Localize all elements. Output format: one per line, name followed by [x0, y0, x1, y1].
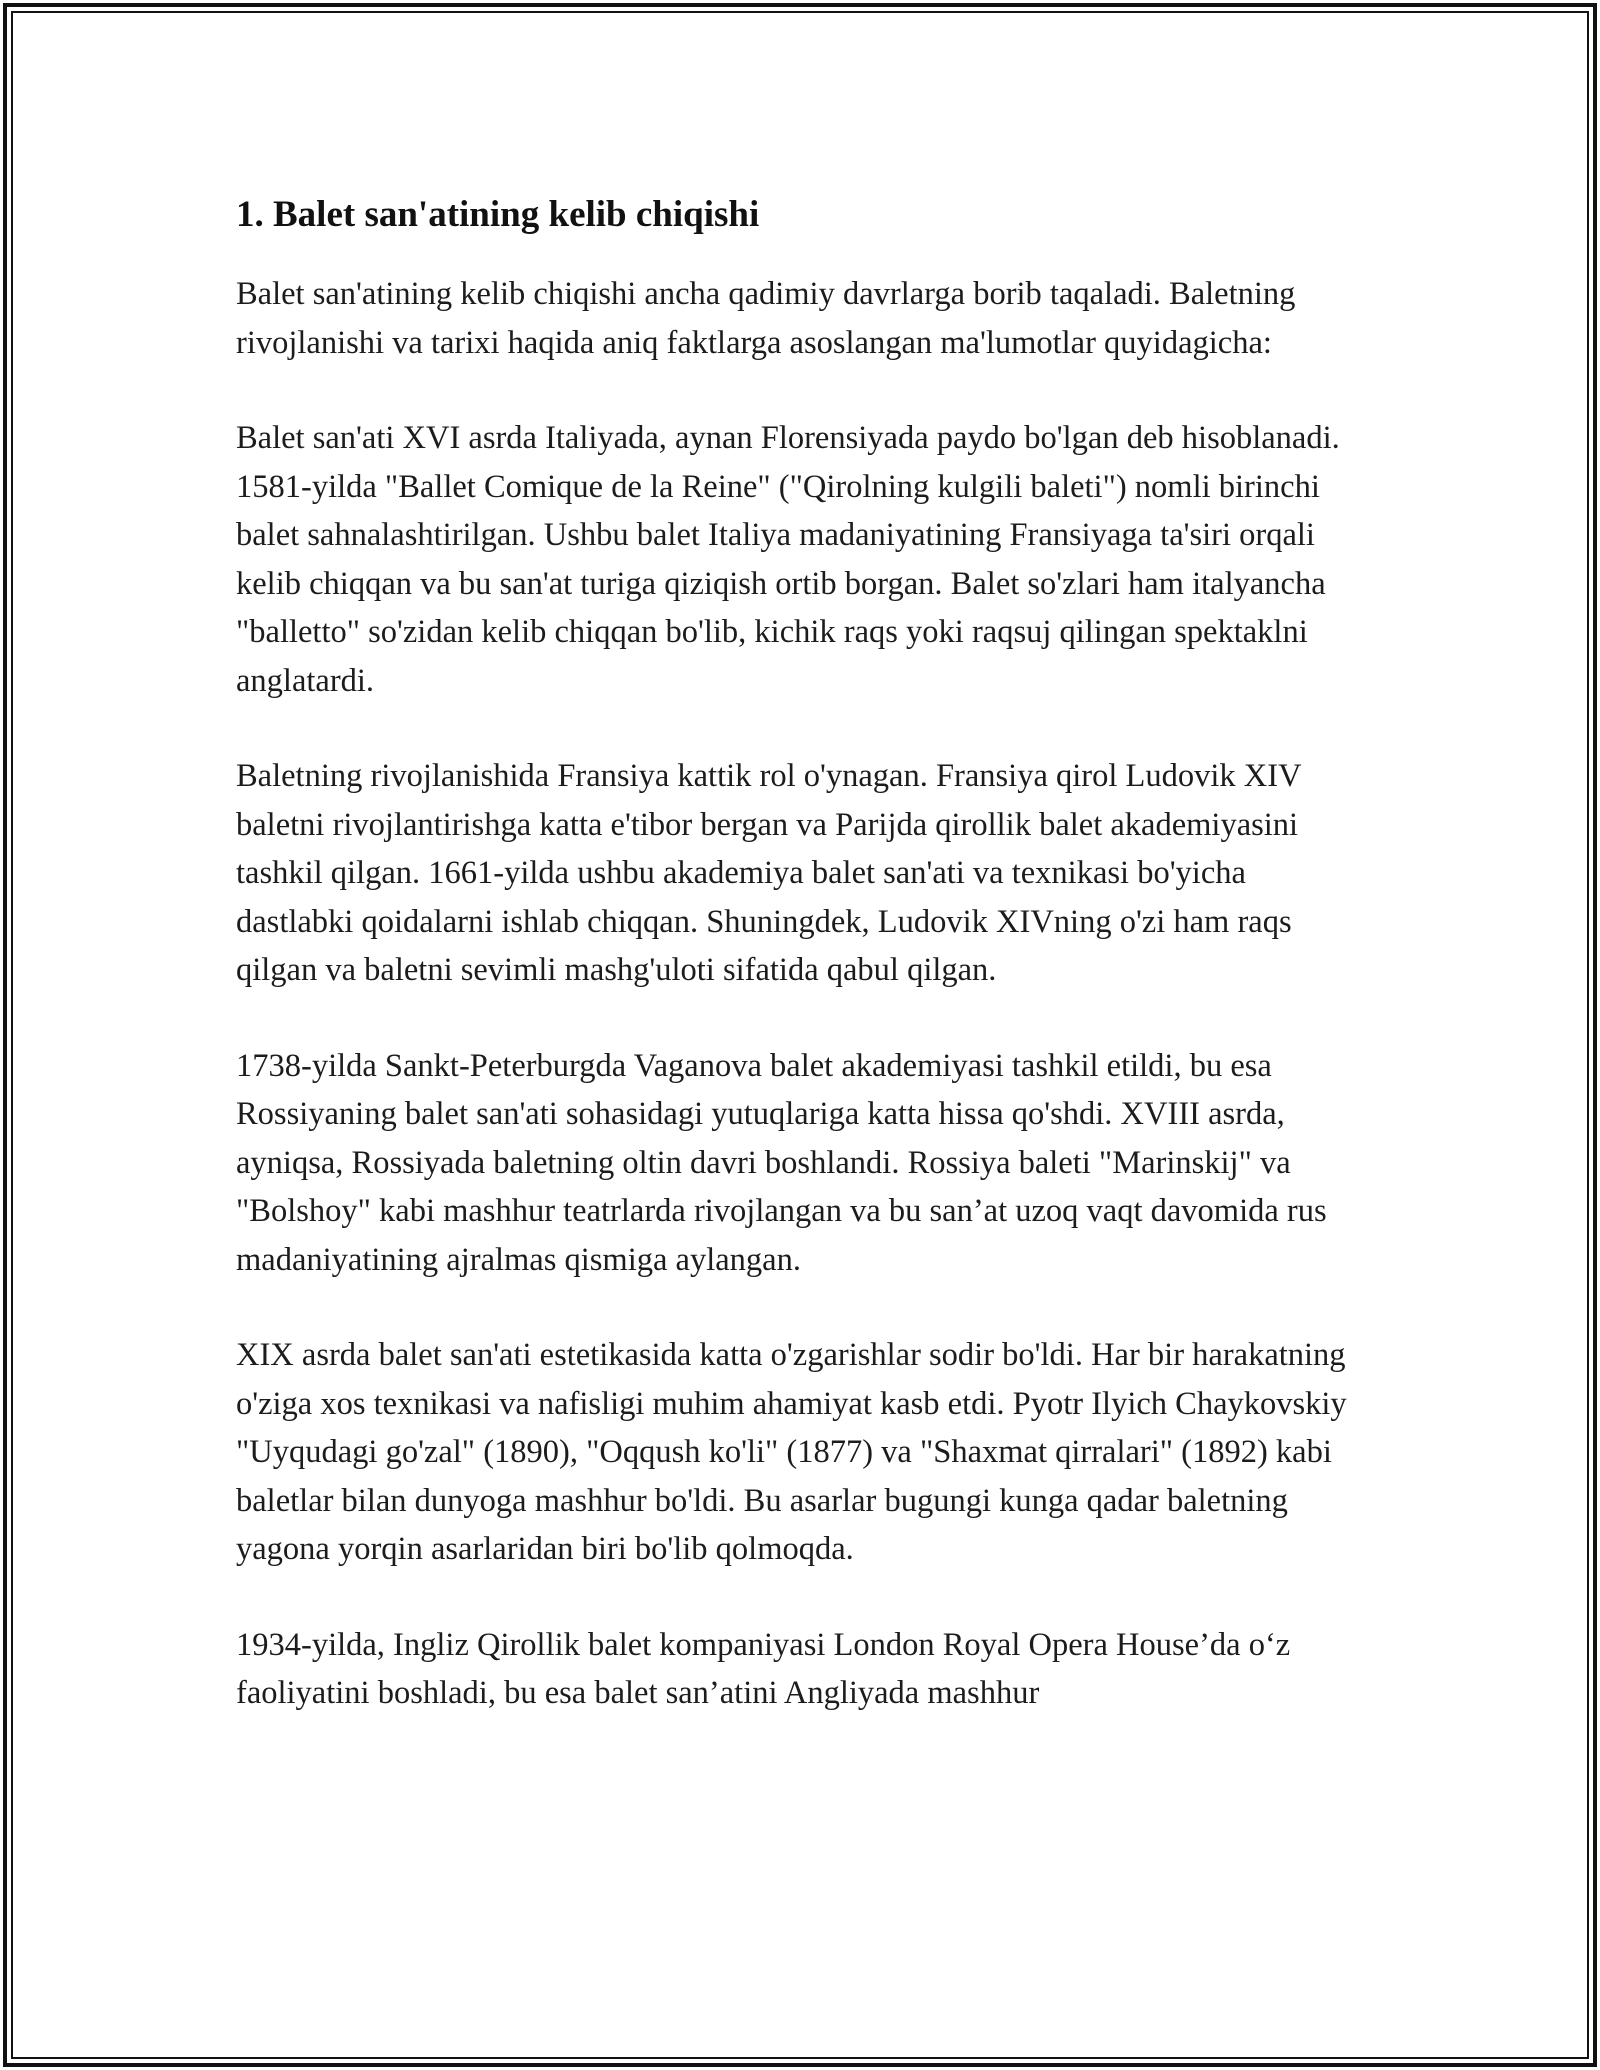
- paragraph-intro: Balet san'atining kelib chiqishi ancha qadimiy davrlarga borib taqaladi. Baletning rivojlanishi va tarixi haqida aniq faktlarga asoslangan ma'lumotlar quyidagicha:: [236, 276, 1296, 361]
- paragraph-nineteenth-century: XIX asrda balet san'ati estetikasida katta o'zgarishlar sodir bo'ldi. Har bir harakatning o'ziga xos texnikasi va nafisligi muhim ahamiyat kasb etdi. Pyotr Ilyich Chaykovskiy "Uyqudagi go'zal" (1890), "Oqqush ko'li" (1877) va "Shaxmat qirralari" (1892) kabi baletlar bilan dunyoga mashhur bo'ldi. Bu asarlar bugungi kunga qadar baletning yagona yorqin asarlaridan biri bo'lib qolmoqda.: [236, 1337, 1347, 1567]
- paragraph-france: Baletning rivojlanishida Fransiya kattik rol o'ynagan. Fransiya qirol Ludovik XIV baletni rivojlantirishga katta e'tibor bergan va Parijda qirollik balet akademiyasini tashkil qilgan. 1661-yilda ushbu akademiya balet san'ati va texnikasi bo'yicha dastlabki qoidalarni ishlab chiqqan. Shuningdek, Ludovik XIVning o'zi ham raqs qilgan va baletni sevimli mashg'uloti sifatida qabul qilgan.: [236, 758, 1301, 988]
- paragraph-russia: 1738-yilda Sankt-Peterburgda Vaganova balet akademiyasi tashkil etildi, bu esa Rossiyaning balet san'ati sohasidagi yutuqlariga katta hissa qo'shdi. XVIII asrda, ayniqsa, Rossiyada baletning oltin davri boshlandi. Rossiya baleti "Marinskij" va "Bolshoy" kabi mashhur teatrlarda rivojlangan va bu san’at uzoq vaqt davomida rus madaniyatining ajralmas qismiga aylangan.: [236, 1047, 1327, 1278]
- paragraph-england: 1934-yilda, Ingliz Qirollik balet kompaniyasi London Royal Opera House’da o‘z faoliyatini boshladi, bu esa balet san’atini Angliyada mashhur: [236, 1626, 1291, 1711]
- section-heading: 1. Balet san'atining kelib chiqishi: [236, 194, 760, 235]
- paragraph-origins-italy: Balet san'ati XVI asrda Italiyada, aynan Florensiyada paydo bo'lgan deb hisoblanadi. 1581-yilda "Ballet Comique de la Reine" ("Qirolning kulgili baleti") nomli birinchi balet sahnalashtirilgan. Ushbu balet Italiya madaniyatining Fransiyaga ta'siri orqali kelib chiqqan va bu san'at turiga qiziqish ortib borgan. Balet so'zlari ham italyancha "balletto" so'zidan kelib chiqqan bo'lib, kichik raqs yoki raqsuj qilingan spektaklni anglatardi.: [236, 420, 1340, 699]
- document-body: [236, 190, 1366, 1765]
